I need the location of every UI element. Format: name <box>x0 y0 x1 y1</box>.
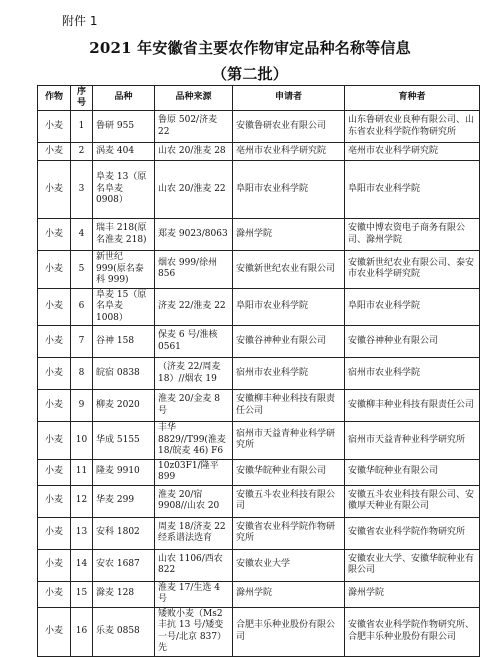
variety-cell: 涡麦 404 <box>93 143 155 161</box>
attachment-label: 附件 1 <box>62 14 98 28</box>
breeder-cell: 安徽谷神种业有限公司 <box>345 326 480 358</box>
variety-cell: 瑞丰 218(原名淮麦 218) <box>93 219 155 251</box>
applicant-cell: 宿州市天益青种业科学研究所 <box>233 422 345 460</box>
source-cell: 烟农 999/徐州 856 <box>155 251 233 289</box>
variety-cell: 隆麦 9910 <box>93 459 155 485</box>
breeder-cell: 阜阳市农业科学院 <box>345 161 480 219</box>
source-cell: 山农 20/淮麦 22 <box>155 161 233 219</box>
source-cell: 保麦 6 号/淮核 0561 <box>155 326 233 358</box>
crop-cell: 小麦 <box>38 485 71 517</box>
breeder-cell: 安徽农业大学、安徽华皖种业有限公司 <box>345 549 480 581</box>
crop-cell: 小麦 <box>38 326 71 358</box>
breeder-cell: 滁州学院 <box>345 581 480 607</box>
crop-cell: 小麦 <box>38 607 71 656</box>
source-cell: 山农 1106/西农 822 <box>155 549 233 581</box>
variety-cell: 阜麦 15（原名阜麦 1008） <box>93 288 155 326</box>
applicant-cell: 安徽柳丰种业科技有限责任公司 <box>233 390 345 422</box>
number-cell: 5 <box>71 251 93 289</box>
source-cell: 山农 20/淮麦 28 <box>155 143 233 161</box>
document-title: 2021 年安徽省主要农作物审定品种名称等信息 <box>89 39 411 57</box>
applicant-cell: 安徽五斗农业科技有限公司 <box>233 485 345 517</box>
applicant-cell: 安徽华皖种业有限公司 <box>233 459 345 485</box>
variety-cell: 皖宿 0838 <box>93 358 155 390</box>
table-header-row <box>38 86 480 111</box>
table-row <box>38 517 480 549</box>
number-cell: 7 <box>71 326 93 358</box>
table-row <box>38 161 480 219</box>
crop-cell: 小麦 <box>38 161 71 219</box>
crop-cell: 小麦 <box>38 581 71 607</box>
number-cell: 4 <box>71 219 93 251</box>
table-row <box>38 607 480 656</box>
table-row <box>38 111 480 143</box>
source-cell: 周麦 18/济麦 22 经系谱法选育 <box>155 517 233 549</box>
source-cell: 淮麦 20/金麦 8 号 <box>155 390 233 422</box>
number-cell: 1 <box>71 111 93 143</box>
variety-table <box>37 85 480 657</box>
breeder-cell: 安徽五斗农业科技有限公司、安徽厚天种业有限公司 <box>345 485 480 517</box>
crop-cell: 小麦 <box>38 422 71 460</box>
table-row <box>38 143 480 161</box>
variety-cell: 谷神 158 <box>93 326 155 358</box>
header-crop: 作物 <box>38 86 71 111</box>
table-row <box>38 219 480 251</box>
number-cell: 6 <box>71 288 93 326</box>
crop-cell: 小麦 <box>38 251 71 289</box>
breeder-cell: 宿州市天益青种业科学研究所 <box>345 422 480 460</box>
crop-cell: 小麦 <box>38 111 71 143</box>
breeder-cell: 安徽柳丰种业科技有限责任公司 <box>345 390 480 422</box>
applicant-cell: 合肥丰乐种业股份有限公司 <box>233 607 345 656</box>
variety-cell: 柳麦 2020 <box>93 390 155 422</box>
source-cell: 10z03F1/隆平 899 <box>155 459 233 485</box>
crop-cell: 小麦 <box>38 219 71 251</box>
crop-cell: 小麦 <box>38 549 71 581</box>
applicant-cell: 安徽鲁研农业有限公司 <box>233 111 345 143</box>
applicant-cell: 阜阳市农业科学院 <box>233 288 345 326</box>
breeder-cell: 宿州市农业科学院 <box>345 358 480 390</box>
variety-cell: 阜麦 13（原名阜麦 0908） <box>93 161 155 219</box>
crop-cell: 小麦 <box>38 358 71 390</box>
variety-cell: 新世纪 999(原名泰科 999) <box>93 251 155 289</box>
source-cell: 济麦 22/淮麦 22 <box>155 288 233 326</box>
table-row <box>38 326 480 358</box>
breeder-cell: 亳州市农业科学研究院 <box>345 143 480 161</box>
table-row <box>38 358 480 390</box>
applicant-cell: 安徽谷神种业有限公司 <box>233 326 345 358</box>
applicant-cell: 宿州市农业科学院 <box>233 358 345 390</box>
number-cell: 16 <box>71 607 93 656</box>
variety-cell: 华成 5155 <box>93 422 155 460</box>
variety-cell: 鲁研 955 <box>93 111 155 143</box>
applicant-cell: 安徽新世纪农业有限公司 <box>233 251 345 289</box>
breeder-cell: 阜阳市农业科学院 <box>345 288 480 326</box>
applicant-cell: 亳州市农业科学研究院 <box>233 143 345 161</box>
document-subtitle: （第二批） <box>211 65 288 83</box>
crop-cell: 小麦 <box>38 390 71 422</box>
applicant-cell: 滁州学院 <box>233 581 345 607</box>
header-breeder: 育种者 <box>345 86 480 111</box>
applicant-cell: 阜阳市农业科学院 <box>233 161 345 219</box>
table-row <box>38 422 480 460</box>
variety-cell: 滁麦 128 <box>93 581 155 607</box>
number-cell: 8 <box>71 358 93 390</box>
number-cell: 13 <box>71 517 93 549</box>
source-cell: 丰华 8829//T99(淮麦 18/皖麦 46) F6 <box>155 422 233 460</box>
breeder-cell: 山东鲁研农业良种有限公司、山东省农业科学院作物研究所 <box>345 111 480 143</box>
breeder-cell: 安徽华皖种业有限公司 <box>345 459 480 485</box>
number-cell: 10 <box>71 422 93 460</box>
source-cell: （济麦 22/周麦 18）//烟农 19 <box>155 358 233 390</box>
breeder-cell: 安徽省农业科学院作物研究所、合肥丰乐种业股份有限公司 <box>345 607 480 656</box>
number-cell: 2 <box>71 143 93 161</box>
applicant-cell: 安徽农业大学 <box>233 549 345 581</box>
header-variety: 品种 <box>93 86 155 111</box>
number-cell: 11 <box>71 459 93 485</box>
source-cell: 淮麦 17/生选 4 号 <box>155 581 233 607</box>
header-applicant: 申请者 <box>233 86 345 111</box>
number-cell: 15 <box>71 581 93 607</box>
number-cell: 3 <box>71 161 93 219</box>
variety-cell: 安农 1687 <box>93 549 155 581</box>
source-cell: 矮败小麦（Ms2 丰抗 13 号/矮变一号/北京 837）先 <box>155 607 233 656</box>
crop-cell: 小麦 <box>38 143 71 161</box>
number-cell: 9 <box>71 390 93 422</box>
crop-cell: 小麦 <box>38 288 71 326</box>
header-number: 序号 <box>71 86 93 111</box>
table-row <box>38 581 480 607</box>
crop-cell: 小麦 <box>38 459 71 485</box>
table-body <box>38 111 480 657</box>
number-cell: 12 <box>71 485 93 517</box>
header-source: 品种来源 <box>155 86 233 111</box>
variety-cell: 乐麦 0858 <box>93 607 155 656</box>
crop-cell: 小麦 <box>38 517 71 549</box>
table-row <box>38 288 480 326</box>
applicant-cell: 滁州学院 <box>233 219 345 251</box>
source-cell: 淮麦 20/宿 9908//山农 20 <box>155 485 233 517</box>
table-row <box>38 459 480 485</box>
table-row <box>38 251 480 289</box>
table-row <box>38 485 480 517</box>
breeder-cell: 安徽新世纪农业有限公司、泰安市农业科学研究院 <box>345 251 480 289</box>
number-cell: 14 <box>71 549 93 581</box>
source-cell: 鲁原 502/济麦 22 <box>155 111 233 143</box>
variety-cell: 华麦 299 <box>93 485 155 517</box>
source-cell: 郑麦 9023/8063 <box>155 219 233 251</box>
breeder-cell: 安徽中博农资电子商务有限公司、滁州学院 <box>345 219 480 251</box>
table-row <box>38 549 480 581</box>
table-row <box>38 390 480 422</box>
breeder-cell: 安徽省农业科学院作物研究所 <box>345 517 480 549</box>
variety-cell: 安科 1802 <box>93 517 155 549</box>
applicant-cell: 安徽省农业科学院作物研究所 <box>233 517 345 549</box>
